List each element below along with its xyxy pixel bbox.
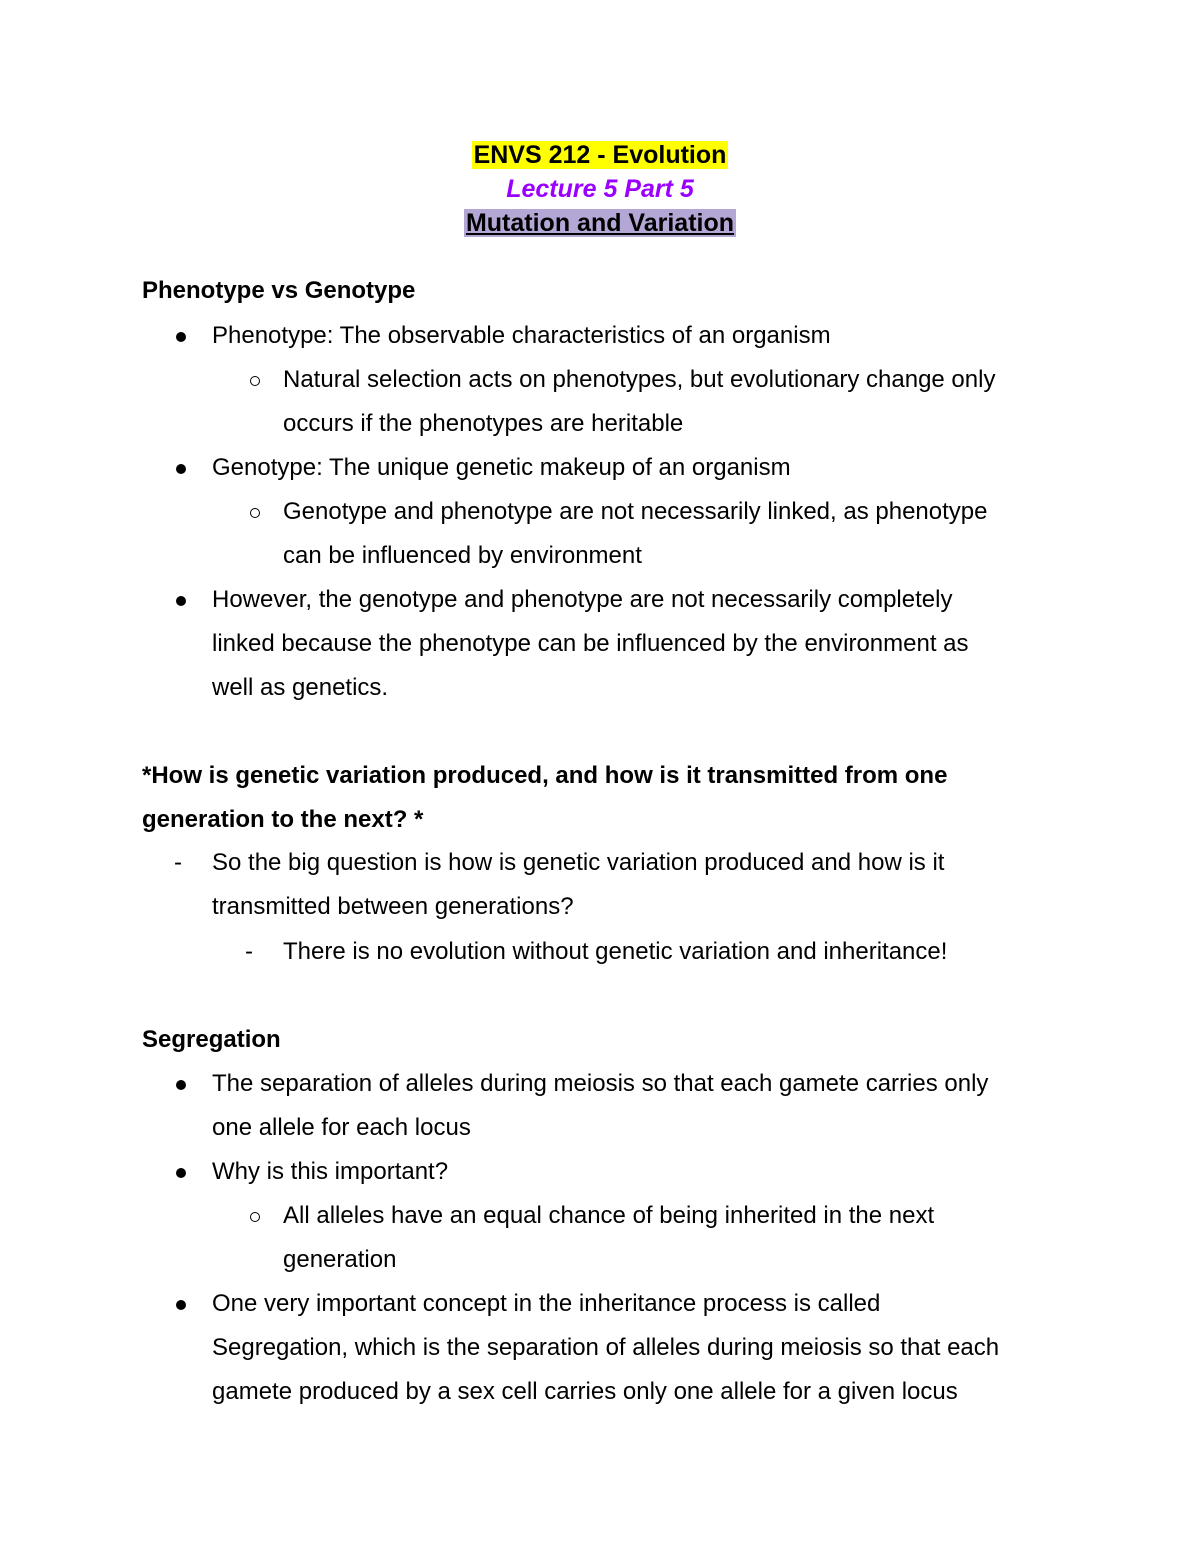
list-item: Phenotype: The observable characteristics of an organism: [212, 322, 831, 349]
list-item-continued: generation: [283, 1246, 397, 1273]
list-item-continued: linked because the phenotype can be influenced by the environment as: [212, 630, 969, 657]
course-title-row: [0, 138, 1200, 172]
topic-title-row: [0, 206, 1200, 240]
dash-icon: -: [174, 849, 182, 876]
list-item: Genotype and phenotype are not necessarily linked, as phenotype: [283, 498, 988, 525]
hollow-bullet-icon: [248, 374, 262, 388]
list-item: One very important concept in the inheritance process is called: [212, 1290, 881, 1317]
list-item-continued: well as genetics.: [212, 674, 389, 701]
course-title: ENVS 212 - Evolution: [473, 141, 727, 169]
list-item: Why is this important?: [212, 1158, 449, 1185]
hollow-bullet-icon: [248, 506, 262, 520]
list-item: Natural selection acts on phenotypes, but evolutionary change only: [283, 366, 996, 393]
section-heading-question-continued: generation to the next? *: [142, 806, 424, 833]
section-heading-question: *How is genetic variation produced, and how is it transmitted from one: [142, 762, 948, 789]
list-item-continued: occurs if the phenotypes are heritable: [283, 410, 684, 437]
bullet-icon: [174, 594, 188, 608]
lecture-title-row: [0, 172, 1200, 206]
list-item-continued: transmitted between generations?: [212, 893, 574, 920]
bullet-icon: [174, 1078, 188, 1092]
hollow-bullet-icon: [248, 1210, 262, 1224]
list-item: However, the genotype and phenotype are not necessarily completely: [212, 586, 953, 613]
section-heading-phenotype-genotype: Phenotype vs Genotype: [142, 277, 416, 304]
topic-title: Mutation and Variation: [465, 209, 735, 237]
bullet-icon: [174, 462, 188, 476]
section-heading-segregation: Segregation: [142, 1026, 281, 1053]
list-item: There is no evolution without genetic variation and inheritance!: [283, 938, 948, 965]
list-item-continued: one allele for each locus: [212, 1114, 471, 1141]
list-item-continued: Segregation, which is the separation of alleles during meiosis so that each: [212, 1334, 1000, 1361]
list-item: Genotype: The unique genetic makeup of an organism: [212, 454, 791, 481]
list-item-continued: can be influenced by environment: [283, 542, 642, 569]
bullet-icon: [174, 1166, 188, 1180]
list-item-continued: gamete produced by a sex cell carries only one allele for a given locus: [212, 1378, 958, 1405]
dash-icon: -: [245, 938, 253, 965]
bullet-icon: [174, 1298, 188, 1312]
list-item: So the big question is how is genetic variation produced and how is it: [212, 849, 945, 876]
list-item: All alleles have an equal chance of being inherited in the next: [283, 1202, 935, 1229]
list-item: The separation of alleles during meiosis so that each gamete carries only: [212, 1070, 989, 1097]
bullet-icon: [174, 330, 188, 344]
lecture-title: Lecture 5 Part 5: [506, 175, 694, 203]
